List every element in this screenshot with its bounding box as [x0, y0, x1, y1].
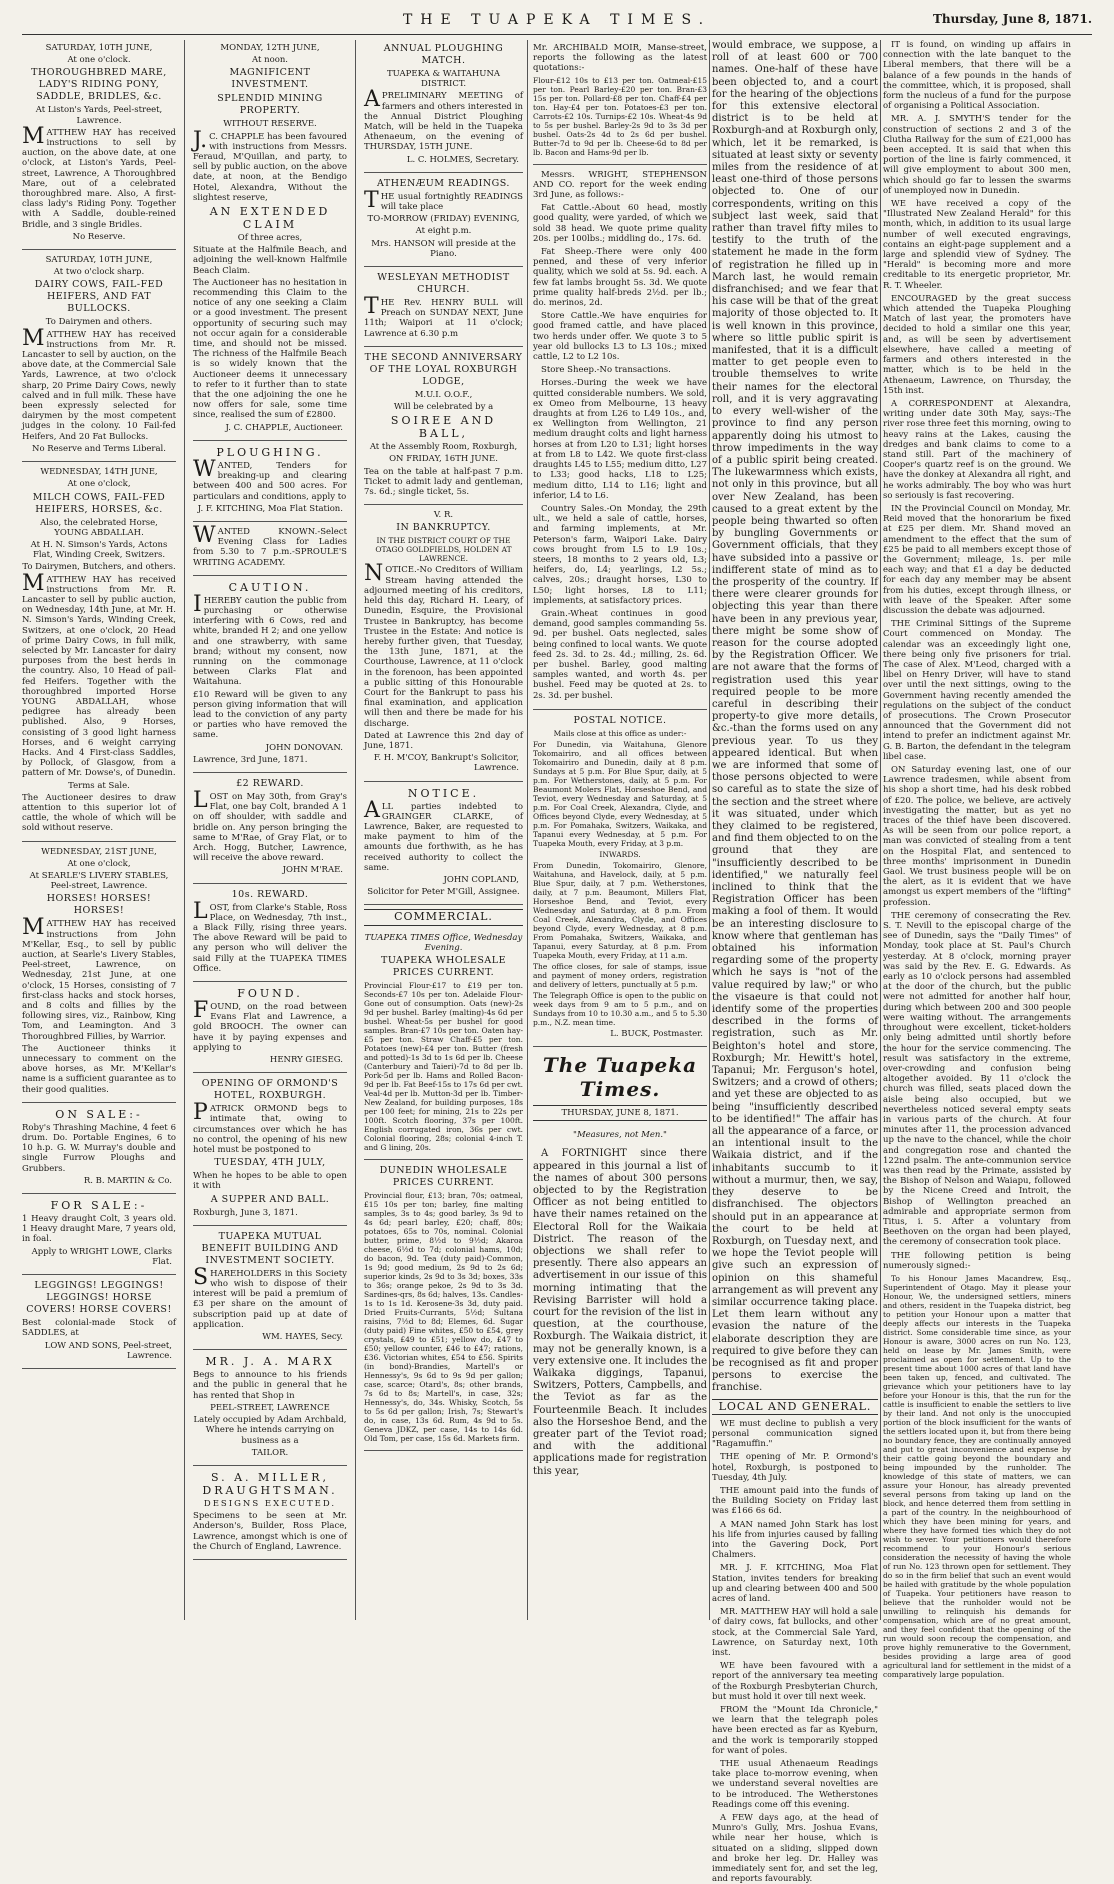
ad-signature: JOHN M'RAE.: [282, 865, 343, 876]
ad-heading: PLOUGHING.: [216, 445, 324, 459]
local-item: IN the Provincial Council on Monday, Mr. Reid moved that the honorarium be fixed at £25 per diem. Mr. Shand moved an amendment to the effect that the sum of £25 be paid to all members except those of the Government; mileage, 1s. per mile each way; and that £1 a day be deducted for each day any member may be absent from his duties, except through illness, or with leave of the Speaker. After some discussion the debate was adjourned.: [883, 503, 1071, 616]
ad-date: Lawrence, 3rd June, 1871.: [193, 754, 308, 765]
ad-court: IN THE DISTRICT COURT OF THE OTAGO GOLDFIELDS, HOLDEN AT LAWRENCE.: [375, 536, 512, 564]
ad-time: At two o'clock sharp.: [53, 267, 145, 278]
local-item: THE ceremony of consecrating the Rev. S. T. Nevill to the episcopal charge of the see of Dunedin, says the "Daily Times" of Monday, took place at St. Paul's Church yesterday. At 8 o'clock, morning prayer was said by the Rev. E. G. Edwards. As early as 10 o'clock persons had assembled at the door of the church, but the public were not admitted for another half hour, during which between 200 and 300 people were waiting without. The arrangements throughout were excellent, ticket-holders only being admitted until shortly before the hour for the service commencing. The result was satisfactory in the extreme, over-crowding and confusion being altogether avoided. By 11 o'clock the church was filled, seats placed down the aisle being also occupied, but we nevertheless noticed several empty seats in various parts of the church. At four minutes after 11, the procession advanced up the nave to the chancel, while the choir and congregation rose and chanted the 122nd psalm. The ante-communion service was then read by the Primate, assisted by the Bishop of Nelson and Waiapu, followed by the Nicene Creed and Introit, the Bishop of Wellington preached an admirable and appropriate sermon from Titus, i. 5. After a voluntary from Beethoven on the organ had been played, the ceremony of consecration took place.: [883, 910, 1071, 1248]
ad-body: SHAREHOLDERS in this Society who wish to dispose of their interest will be paid a premium of £3 per share on the amount of subscription paid up at date of application.: [193, 1264, 347, 1330]
ad-date: MONDAY, 12TH JUNE,: [220, 43, 320, 53]
ad-acres: Of three acres,: [237, 233, 303, 244]
ad-claim: AN EXTENDED CLAIM: [209, 205, 331, 232]
ad-milch-cows: [22, 464, 176, 842]
ad-trade: TAILOR.: [251, 1447, 289, 1458]
ad-date: ON FRIDAY, 16TH JUNE.: [389, 454, 498, 465]
local-item: MR. J. F. KITCHING, Moa Flat Station, invites tenders for breaking up and clearing between 400 and 500 acres of land.: [712, 1563, 878, 1604]
editorial-continued: [712, 40, 878, 1395]
ad-place: At Liston's Yards, Peel-street, Lawrence.: [35, 105, 163, 126]
ad-heading: OPENING OF ORMOND'S HOTEL, ROXBURGH.: [201, 1078, 339, 1102]
local-item: THE amount paid into the funds of the Building Society on Friday last was £166 6s 6d.: [712, 1485, 878, 1517]
prices-heading: DUNEDIN WHOLESALE PRICES CURRENT.: [379, 1164, 508, 1188]
dunedin-prices: [364, 1162, 523, 1451]
ad-mining-property: [193, 40, 347, 441]
ad-heading: ON SALE:-: [55, 1107, 143, 1121]
ad-body: PATRICK ORMOND begs to intimate that, owing to circumstances over which he has no control, the opening of his new hotel must be postponed to: [193, 1100, 347, 1156]
ad-heading: TUAPEKA MUTUAL BENEFIT BUILDING AND INVESTMENT SOCIETY.: [201, 1230, 339, 1266]
ad-event: SOIREE AND BALL,: [390, 414, 497, 441]
ad-signature: R. B. MARTIN & Co.: [83, 1175, 172, 1186]
ad-body: FOUND, on the road between Evans Flat and Lawrence, a gold BROOCH. The owner can have it by paying expenses and applying to: [193, 998, 347, 1053]
ad-footer: No Reserve.: [72, 231, 126, 242]
ad-heading: IN BANKRUPTCY.: [396, 522, 491, 534]
ad-building-society: [193, 1228, 347, 1350]
column-rule: [880, 40, 881, 1620]
ad-place: At SEARLE'S LIVERY STABLES, Peel-street, Lawrence.: [29, 871, 169, 892]
ad-heading: £2 REWARD.: [236, 777, 304, 789]
local-item: THE following petition is being numerously signed:-: [883, 1250, 1071, 1271]
local-item: A MAN named John Stark has lost his life from injuries caused by falling into the Gavering Dock, Port Chalmers.: [712, 1519, 878, 1561]
ad-date: Dated at Lawrence this 2nd day of June, 1871.: [364, 730, 523, 751]
ad-heading: ANNUAL PLOUGHING MATCH.: [383, 43, 504, 66]
ad-thoroughbred-mare: [22, 40, 176, 250]
ad-body-2: When he hopes to be able to open it with: [193, 1171, 347, 1192]
ad-on-sale-machinery: [22, 1105, 176, 1194]
ad-heading: S. A. MILLER, DRAUGHTSMAN.: [202, 1470, 338, 1497]
local-item: THE Criminal Sittings of the Supreme Court commenced on Monday. The calendar was an exceedingly light one, there being only five prisoners for trial. The case of Alex. M'Leod, charged with a libel on Henry Driver, will have to stand over until the next sittings, owing to the Government having recently amended the regulations on the subject of the conduct of prosecutions. The Crown Prosecutor announced that the Government did not intend to prefer an indictment against Mr. G. B. Barton, the defendant in the telegram libel case.: [883, 619, 1071, 762]
ad-body: MATTHEW HAY has received instructions from John M'Kellar, Esq., to sell by public auction, at Searle's Livery Stables, Peel-street, Lawrence, on Wednesday, 21st June, at one o'clock, 15 Horses, consisting of 7 first-class hacks and stock horses, and 8 colts and fillies by the following sires, viz., Rainbow, King Tom, and Leamington. And 3 Thoroughbred Fillies, by Warrior.: [22, 915, 176, 1042]
local-news: [712, 1419, 878, 1884]
local-item: ENCOURAGED by the great success which attended the Tuapeka Ploughing Match of last year, the promoters have decided to hold a similar one this year, and, as will be seen by advertisement elsewhere, have called a meeting of farmers and others interested in the matter, which is to be held in the Athenaeum, Lawrence, on Thursday, the 15th inst.: [883, 293, 1071, 396]
ad-signature: J. F. KITCHING, Moa Flat Station.: [197, 503, 343, 514]
ad-body: THE Rev. HENRY BULL will Preach on SUNDAY NEXT, June 11th; Waipori at 11 o'clock; Lawrence at 6.30 p.m: [364, 294, 523, 339]
tuapeka-prices: [364, 930, 523, 1160]
ad-ploughing-match: [364, 40, 523, 173]
ad-body: NOTICE.-No Creditors of William Stream having attended the adjourned meeting of his creditors, held this day, Richard H. Leary, of Dunedin, Esquire, the Provisional Trustee in Bankruptcy, has become Trustee in the Estate: And notice is hereby further given, that Tuesday, the 13th June, 1871, at the Courthouse, Lawrence, at 11 o'clock in the forenoon, has been appointed a public sitting of this Honourable Court for the Bankrupt to pass his final examination, and application will then and there be made for his discharge.: [364, 561, 523, 729]
ad-signature: J. C. CHAPPLE, Auctioneer.: [225, 422, 343, 433]
ad-2-pound-reward: [193, 775, 347, 884]
ad-notice-grainger: [364, 784, 523, 906]
ad-subheading: Also, the celebrated Horse, YOUNG ABDALLAH.: [40, 517, 158, 538]
report-fat-cattle: Fat Cattle.-About 60 head, mostly good quality, were yarded, of which we sold 38 head. We quote prime quality 20s. per 100lbs.; middling do., 17s. 6d.: [533, 203, 707, 244]
ad-footer: No Reserve and Terms Liberal.: [32, 443, 166, 454]
postal-signature: L. BUCK, Postmaster.: [610, 1028, 703, 1039]
column-rule: [709, 40, 710, 1620]
newspaper-title: THE TUAPEKA TIMES.: [402, 12, 712, 28]
postal-notice: [533, 712, 707, 1047]
ad-signature: JOHN COPLAND,: [443, 874, 519, 885]
ad-body-2: £10 Reward will be given to any person giving information that will lead to the conviction of any party or parties who have removed the same.: [193, 689, 347, 741]
column-6-local-news: [883, 40, 1071, 1679]
section-local-general: LOCAL AND GENERAL.: [712, 1399, 878, 1415]
ad-draughtsman: [193, 1468, 347, 1560]
ad-leggings: [22, 1277, 176, 1369]
ad-signature: LOW AND SONS, Peel-street, Lawrence.: [44, 1340, 172, 1361]
ad-body: Specimens to be seen at Mr. Anderson's, Builder, Ross Place, Lawrence, amongst which is one of the Church of England, Lawrence.: [193, 1511, 347, 1552]
local-item: A CORRESPONDENT at Alexandra, writing under date 30th May, says:-The river rose three feet this morning, owing to heavy rains at the Lakes, causing the dredges and bank claims to come to a stand still. Part of the machinery of Cooper's quartz reef is on the ground. We have the donkey at Alexandra all right, and he works admirably. The boy who was hurt so seriously is fast recovering.: [883, 398, 1071, 501]
ad-body: MATTHEW HAY has received instructions from Mr. R. Lancaster to sell by auction, on the above date, at the Commercial Sale Yards, Lawrence, at two o'clock sharp, 20 Prime Dairy Cows, newly calved and in full milk. These have been expressly selected for dairymen by the most competent judges in the colony. 10 Fail-fed Heifers, And 20 Fat Bullocks.: [22, 325, 176, 442]
ad-heading: MAGNIFICENT INVESTMENT.: [229, 67, 311, 91]
report-fat-sheep: Fat Sheep.-There were only 400 penned, and these of very inferior quality, which we sold at 5s. 9d. each. A few fat lambs brought 5s. 3d. We quote prime quality half-breds 2½d. per lb.; do. merinos, 2d.: [533, 247, 707, 309]
quotations-list: Flour-£12 10s to £13 per ton. Oatmeal-£15 per ton. Pearl Barley-£20 per ton. Bran-£3 15s per ton. Pollard-£8 per ton. Chaff-£4 per ton. Hay-£4 per ton. Potatoes-£3 per ton. Carrots-£2 10s. Turnips-£2 10s. Wheat-4s 9d to 5s per bushel. Barley-2s 9d to 3s 3d per bushel. Oats-2s 4d to 2s 6d per bushel. Butter-7d to 9d per lb. Cheese-6d to 8d per lb. Bacon and Hams-9d per lb.: [533, 75, 707, 157]
ad-heading: FOUND.: [237, 987, 303, 1001]
ad-street: PEEL-STREET, LAWRENCE: [210, 1402, 330, 1413]
ad-signature: JOHN DONOVAN.: [265, 742, 343, 753]
column-3-notices: [364, 40, 523, 1620]
ad-body-2: Lately occupied by Adam Archbald, Where he intends carrying on business as a: [193, 1415, 347, 1446]
editorial-motto: "Measures, not Men.": [573, 1129, 667, 1140]
moir-quotations: [533, 40, 707, 165]
column-2-ads: [193, 40, 347, 1620]
ad-heading: FOR SALE:-: [50, 1199, 148, 1213]
ad-dairy-cows: [22, 252, 176, 462]
ad-body: IHEREBY caution the public from purchasing or otherwise interfering with 6 Cows, red and white, branded H 2; and one yellow and one strawberry, with same brand; without my consent, now running on the commonage between Clarks Flat and Waitahuna.: [193, 591, 347, 688]
ad-subheading: TUAPEKA & WAITAHUNA DISTRICT.: [386, 69, 501, 90]
column-5-editorial-local: [712, 40, 878, 1884]
ad-body: Roby's Thrashing Machine, 4 feet 6 drum. Do. Portable Engines, 6 to 10 h.p. G. W. Murray's double and single Furrow Ploughs and Grubbers.: [22, 1122, 176, 1174]
editorial-paragraph: A FORTNIGHT since there appeared in this journal a list of the names of about 300 persons objected to by the Registration Officer as not being entitled to have their names retained on the Electoral Roll for the Waikaia District. The reason of the objections we shall refer to presently. There also appears an advertisement in our issue of this morning intimating that the Revising Barrister will hold a court for the revision of the list in question, at the courthouse, Roxburgh. The Waikaia district, it may not be generally known, is a very extensive one. It includes the Waikaka diggings, Tapanui, Switzers, Potters, Campbells, and the Teviot as far as the Fourteenmile Beach. It includes also the Horseshoe Bend, and the greater part of the Teviot road; and with the additional applications made for registration this year,: [533, 1148, 707, 1477]
ad-place: At the Assembly Room, Roxburgh,: [369, 442, 518, 453]
ad-lodge-anniversary: [364, 349, 523, 505]
ad-body-2: Situate at the Halfmile Beach, and adjoining the well-known Halfmile Beach Claim.: [193, 245, 347, 276]
ad-heading: ATHENÆUM READINGS.: [377, 177, 510, 189]
ad-body: LOST on May 30th, from Gray's Flat, one bay Colt, branded A 1 on off shoulder, with saddle and bridle on. Any person bringing the same to M'Rae, of Gray Flat, or to Arch. Hogg, Butcher, Lawrence, will receive the above reward.: [193, 787, 347, 864]
report-store-cattle: Store Cattle.-We have enquiries for good framed cattle, and have placed two herds under offer. We quote 3 to 5 year old bullocks L3 to L3 10s.; mixed cattle, L2 to L2 10s.: [533, 311, 707, 363]
ad-heading: MR. J. A. MARX: [205, 1355, 335, 1369]
ad-date: WEDNESDAY, 21ST JUNE,: [41, 846, 157, 857]
local-item: A FEW days ago, at the head of Munro's Gully, Mrs. Joshua Evans, while near her house, which is situated on a sliding, slipped down and broke her leg. Dr. Halley was immediately sent for, and set the leg, and reports favourably.: [712, 1813, 878, 1884]
postal-office-hours: The office closes, for sale of stamps, issue and payment of money orders, registration and delivery of letters, punctually at 5 p.m.: [533, 961, 707, 989]
ad-date: SATURDAY, 10TH JUNE,: [45, 43, 153, 53]
ad-body: LOST, from Clarke's Stable, Ross Place, on Wednesday, 7th inst., a Black Filly, rising three years. The above Reward will be paid to any person who will deliver the said Filly at the TUAPEKA TIMES Office.: [193, 898, 347, 974]
ad-10s-reward: [193, 886, 347, 982]
ad-signature-2: Solicitor for Peter M'Gill, Assignee.: [367, 887, 520, 898]
local-item: IT is found, on winding up affairs in connection with the late banquet to the Liberal members, that there will be a balance of a few pounds in the hands of the committee, which, it is proposed, shall form the nucleus of a fund for the purpose of organising a Political Association.: [883, 40, 1071, 112]
ad-signature: Apply to WRIGHT LOWE, Clarks Flat.: [31, 1246, 172, 1267]
ad-bankruptcy: [364, 507, 523, 781]
paper-nameplate: The Tuapeka Times.: [542, 1052, 698, 1101]
ad-heading: LEGGINGS! LEGGINGS! LEGGINGS! HORSE COVERS! HORSE COVERS!: [26, 1280, 172, 1316]
ad-body: MATTHEW HAY has received instructions from Mr. R. Lancaster to sell by public auction, on Wednesday, 14th June, at Mr. H. N. Simson's Yards, Winding Creek, Switzers, at one o'clock, 20 Head of prime Dairy Cows, in full milk, selected by Mr. Lancaster for dairy purposes from the best herds in the country. Also, 10 Head of pail-fed Heifers. Together with the thoroughbred imported Horse YOUNG ABDALLAH, whose pedigree has already been published. Also, 9 Horses, consisting of 3 good light harness Horses, and 6 weight carrying Hacks. And 4 First-class Saddles, by Pollock, of Glasgow, from a pattern of Mr. Dowse's, of Dunedin.: [22, 570, 176, 779]
prices-heading: TUAPEKA WHOLESALE PRICES CURRENT.: [380, 954, 507, 978]
ad-body: THE usual fortnightly READINGS will take place: [364, 187, 523, 213]
column-rule: [355, 40, 356, 1620]
ad-body: WANTED, Tenders for breaking-up and clearing between 400 and 500 acres. For particulars and conditions, apply to: [193, 456, 347, 502]
petition-text: To his Honour James Macandrew, Esq., Superintendent of Otago. May it please your Honour, We, the undersigned settlers, miners and others, resident in the Tuapeka district, beg to petition your Honour upon a matter that deeply affects our interests in the Tuapeka district. Some considerable time since, as your Honour is aware, 3000 acres on run No. 123, held on lease by Mr. James Smith, were proclaimed as open for settlement. Up to the present time about 1000 acres of that land have been taken up, fenced, and cultivated. The grievance which your petitioners have to lay before your Honour is this, that the run for the cattle is insufficient to enable the settlers to live by their land. And not only is the unoccupied portion of the block insufficient for the wants of the settlers located upon it, but from there being no boundary fence, they are continually annoyed and put to great inconvenience and expense by their cattle going beyond the boundary and being impounded by the runholder. The knowledge of this state of matters, we can assure your Honour, has already prevented several persons from taking up land on the block, and hence deterred them from settling in a part of the country. In the neighbourhood of which they have been mining for years, and where they have formed ties which they do not wish to sever. Your petitioners would therefore recommend to your Honour's serious consideration the necessity of having the whole of run No. 123 thrown open for settlement. They do so in the firm belief that such an event would be hailed with gratitude by the whole population of Tuapeka. Your petitioners have reason to believe that the runholder would not be unwilling to relinquish his demands for compensation, which are of no great amount, and they feel confident that the opening of the run would soon recoup the compensation, and prove highly remunerative to the Government, besides providing a large area of good agricultural land for settlement in the midst of a comparatively large population.: [883, 1273, 1071, 1679]
ad-audience: To Dairymen and others.: [45, 317, 153, 328]
prices-body: Provincial Flour-£17 to £19 per ton. Seconds-£7 10s per ton. Adelaide Flour-Gone out of consumption. Oats (new)-2s 9d per bushel. Barley (malting)-4s 6d per bushel. Wheat-5s per bushel for good samples. Bran-£7 10s per ton. Oaten hay-£5 per ton. Straw Chaff-£5 per ton. Potatoes (new)-£4 per ton. Butter (fresh and potted)-1s 3d to 1s 6d per lb. Cheese (Canterbury and Taieri)-7d to 8d per lb. Pork-5d per lb. Hams and Rolled Bacon-9d per lb. Fat Beef-15s to 17s 6d per cwt. Veal-4d per lb. Mutton-3d per lb. Timber-New Zealand, for building purposes, 18s per 100 feet; for mining, 21s to 22s per 100ft. Scotch flooring, 37s per 100ft. English corrugated iron, 36s per cwt. Colonial flooring, 28s; colonial 4-inch T. and G lining, 20s.: [364, 980, 523, 1152]
ad-event: A SUPPER AND BALL.: [210, 1193, 330, 1205]
local-item: THE usual Athenaeum Readings take place to-morrow evening, when we understand several novelties are to be introduced. The Wetherstones Readings come off this evening.: [712, 1759, 878, 1810]
column-rule: [527, 40, 528, 1620]
ad-heading: DAIRY COWS, FAIL-FED HEIFERS, AND FAT BULLOCKS.: [34, 279, 164, 315]
ad-body: Best colonial-made Stock of SADDLES, at: [22, 1318, 176, 1339]
ad-body: 1 Heavy draught Colt, 3 years old. 1 Heavy draught Mare, 7 years old, in foal.: [22, 1214, 176, 1245]
telegraph-hours: The Telegraph Office is open to the public on week days from 9 am to 5 p.m., and on Sundays from 10 to 10.30 a.m., and 5 to 5.30 p.m., N.Z. mean time.: [533, 990, 707, 1027]
ad-heading: HORSES! HORSES! HORSES!: [46, 893, 152, 917]
local-item: WE have been favoured with a report of the anniversary tea meeting of the Roxburgh Presbyterian Church, but must hold it over till next week.: [712, 1661, 878, 1702]
column-4-markets-editorial: [533, 40, 707, 1620]
ad-body-2: Tea on the table at half-past 7 p.m. Ticket to admit lady and gentleman, 7s. 6d.; single ticket, 5s.: [364, 466, 523, 498]
ad-audience: To Dairymen, Butchers, and others.: [22, 562, 176, 573]
local-item: WE must decline to publish a very personal communication signed "Ragamuffin.": [712, 1418, 878, 1450]
editorial-body: [533, 1148, 707, 1477]
ad-signature: WM. HAYES, Secy.: [262, 1332, 343, 1343]
column-rule: [184, 40, 185, 1620]
ad-place: Roxburgh, June 3, 1871.: [193, 1207, 298, 1218]
ad-signature: F. H. M'COY, Bankrupt's Solicitor, Lawrence.: [373, 753, 519, 774]
postal-intro: Mails close at this office as under:-: [553, 728, 687, 738]
ad-body: J.C. CHAPPLE has been favoured with instructions from Messrs. Feraud, M'Quillan, and party, to sell by public auction, on the above date, at noon, at the Bendigo Hotel, Alexandra, Without the slightest reserve,: [193, 127, 347, 203]
local-item: MR. A. J. SMYTH'S tender for the construction of sections 2 and 3 of the Clutha Railway for the sum of £21,000 has been accepted. It is said that when this portion of the line is fairly commenced, it will give employment to about 300 men, which should go far to lessen the swarms of unemployed now in Dunedin.: [883, 114, 1071, 196]
ad-body: ALL parties indebted to GRAINGER CLARKE, of Lawrence, Baker, are requested to make payment to him of the amounts due forthwith, as he has received authority to collect the same.: [364, 797, 523, 873]
report-grain: Grain.-Wheat continues in good demand, good samples commanding 5s. 9d. per bushel. Oats neglected, sales being confined to local wants. We quote feed 2s. 3d. to 2s. 4d.; milling, 2s. 6d. per bushel. Barley, good malting samples wanted, and worth 4s. per bushel. Feed may be quoted at 2s. to 2s. 3d. per bushel.: [533, 608, 707, 701]
ad-body-2: Mrs. HANSON will preside at the Piano.: [371, 238, 516, 259]
postal-inwards: From Dunedin, Tokomairiro, Glenore, Waitahuna, and Havelock, daily, at 5 p.m. Blue Spur, daily, at 7 p.m. Wetherstones, daily, at 7 p.m. Beaumont, Millers Flat, Horseshoe Bend, and Teviot, every Wednesday and Saturday, at 8 p.m. From Coal Creek, Alexandra, Clyde, and Offices beyond Clyde, every Wednesday, at 8 p.m. From Pomahaka, Switzers, Waikaka, and Tapanui, every Saturday, at 8 p.m. From Tuapeka Mouth, every Friday, at 11 a.m.: [533, 860, 707, 960]
wright-stephenson-report: [533, 167, 707, 710]
ad-body: Begs to announce to his friends and the public in general that he has rented that Shop in: [193, 1370, 347, 1401]
postal-outwards: For Dunedin, via Waitahuna, Glenore Tokomairiro, and all offices between Tokomairiro and Dunedin, daily at 8 p.m. Sundays at 5 p.m. For Blue Spur, daily, at 5 p.m. For Wetherstones, daily, at 5 p.m. For Beaumont Molers Flat, Horseshoe Bend, and Teviot, every Wednesday and Saturday, at 5 p.m. For Coal Creek, Alexandra, Clyde, and Offices beyond Clyde, every Wednesday, at 5 p.m. For Pomahaka, Switzers, Waikaka, and Tapanui every Wednesday, at 5 p.m. For Tuapeka Mouth, every Friday, at 3 p.m.: [533, 739, 707, 848]
masthead: [22, 8, 1092, 35]
ad-heading: THOROUGHBRED MARE, LADY'S RIDING PONY, SADDLE, BRIDLES, &c.: [31, 67, 167, 103]
ad-body: WANTED KNOWN.-Select Evening Class for Ladies from 5.30 to 7 p.m.-SPROULE'S WRITING ACADEMY.: [193, 522, 347, 568]
ad-ormonds-hotel: [193, 1075, 347, 1226]
ad-order: M.U.I. O.O.F.,: [414, 389, 473, 400]
ad-when: TO-MORROW (FRIDAY) EVENING,: [367, 214, 520, 225]
ad-vr: V. R.: [433, 510, 454, 521]
ad-heading: 10s. REWARD.: [231, 888, 309, 900]
ad-heading-2: SPLENDID MINING PROPERTY.: [217, 93, 323, 117]
ad-date: WEDNESDAY, 14TH JUNE,: [40, 467, 158, 478]
ad-horses: [22, 844, 176, 1103]
local-item: ON Saturday evening last, one of our Lawrence tradesmen, while absent from his shop a short time, had his desk robbed of £20. The police, we believe, are actively investigating the matter, but as yet no traces of the thief have been discovered. As will be seen from our police report, a man was convicted of stealing from a tent on the Hospital Flat, and sentenced to three months' imprisonment in Dunedin Gaol. We trust business people will be on the alert, as it is evident that we have amongst us expert members of the "lifting" profession.: [883, 765, 1071, 908]
ad-heading: NOTICE.: [407, 786, 480, 800]
prices-body: Provincial flour, £13; bran, 70s; oatmeal, £15 10s per ton; barley, fine malting samples, 3s to 4s; good barley, 3s 9d to 4s 6d; pearl barley, £20; chaff, 80s; potatoes, 65s to 70s, nominal. Colonial butter, prime, 8½d to 9½d; Akaroa cheese, 6½d to 7d; colonial hams, 10d; do bacon, 9d. Tea (duty paid)-Common, 1s 9d; good medium, 2s 9d to 2s 6d; superior kinds, 2s 9d to 3s 3d; boxes, 33s to 36s; orange pekoe, 2s 9d to 3s 3d. Sardines-qrs, 8s 6d; halves, 13s. Candles-1s to 1s 1d. Kerosene-3s 3d, duty paid. Dried Fruits-Currants, 5½d; Sultana raisins, 7½d to 8d; Elemes, 6d. Sugar (duty paid) Fine whites, £50 to £54, grey crystals, £49 to £51; yellow do, £47 to £50; yellow counter, £46 to £47; rations, £36. Victorian whites, £54 to £56. Spirits (in bond)-Brandies, Martell's or Hennessy's, 9s 6d to 9s 9d per gallon; case, scarce; Otard's, 8s; other brands, 7s 6d to 8s; Martell's, in case, 32s; Hennessy's, do, 34s. Whisky, Scotch, 5s to 5s 6d per gallon; Irish, 7s; Stewart's do, in case, 13s 6d. Rum, 4s 9d to 5s. Geneva JDKZ, per case, 14s to 14s 6d. Old Tom, per case, 15s 6d. Markets firm.: [364, 1190, 523, 1443]
ad-subheading: DESIGNS EXECUTED.: [203, 1498, 337, 1509]
ad-signature: HENRY GIESEG.: [269, 1055, 343, 1066]
local-item: WE have received a copy of the "Illustrated New Zealand Herald" for this month, which, in addition to its usual large number of well executed engravings, contains an eight-page supplement and a large and splendid view of Sydney. The "Herald" is becoming more and more creditable to its energetic proprietor, Mr. R. T. Wheeler.: [883, 199, 1071, 291]
report-store-sheep: Store Sheep.-No transactions.: [541, 365, 671, 376]
ad-body: APRELIMINARY MEETING of farmers and others interested in the Annual District Ploughing Match, will be held in the Tuapeka Athenaeum, on the evening of THURSDAY, 15TH JUNE.: [364, 87, 523, 153]
editorial-date: THURSDAY, JUNE 8, 1871.: [533, 1105, 707, 1121]
postal-heading: POSTAL NOTICE.: [573, 714, 667, 726]
editorial-paragraph: would embrace, we suppose, a roll of at least 600 or 700 names. One-half of these have been objected to, and a court for the hearing of the objections for this extensive electoral district is to be held at Roxburgh-and at Roxburgh only, which, let it be remarked, is situated at least sixty or seventy miles from the residence of at least one-third of those persons objected to. One of our correspondents, writing on this subject last week, said that rather than travel fifty miles to testify to the truth of the statement he made in the form of registration he filled up in March last, he would remain disfranchised; and we fear that his case will be that of the great majority of those objected to. It is well known in this province, where so little public spirit is manifested, that it is a difficult matter to get people even to trouble themselves to write their names for the electoral roll, and it is very aggravating to every well-wisher of the province to find any person apparently doing his utmost to throw impediments in the way of a public spirit being created. The lukewarmness which exists, not only in this province, but all over New Zealand, has been caused to a great extent by the people being thwarted so often by bungling Governments or Government officials, that they have subsided into a passive or indifferent state of mind as to the prosperity of the country. If there were clearer grounds for objecting this year than there have been in any previous year, there might be some show of reason for the course adopted by the Registration Officer. We are not aware that the forms of registration used this year required people to be more careful in describing their property-to give more details, &c.-than the forms used on any previous year. To us they appeared identical. But when we are informed that some of those persons objected to were so careful as to state the size of the section and the street where it was situated, under which they claimed to be registered, and find them objected to on the ground that they are "insufficiently described to be identified," we naturally feel inclined to think that the Registration Officer has been making a fool of them. It would be an interesting disclosure to know where that gentleman has obtained his information regarding some of the property which he says is "not of the value required by law;" or who the visaeure is that could not identify some of the properties described in the forms of registration, such as Mr. Beighton's hotel and store, Roxburgh; Mr. Hewitt's hotel, Tapanui; Mr. Ferguson's hotel, Switzers; and a crowd of others; and yet these are objected to as being "insufficiently described to be identified!" The affair has all the appearance of a farce, or an intentional insult to the Waikaia district, and if the inhabitants succumb to it without a murmur, then, we say, they deserve to be disfranchised. The objectors should put in an appearance at the court to be held at Roxburgh, on Tuesday next, and we hope the Teviot people will give such an expression of opinion on this shameful arrangement as will prevent any similar occurrence taking place. Let them learn without any evasion the nature of the elaborate description they are required to give before they can be recognised as fit and proper persons to exercise the franchise.: [712, 40, 878, 1394]
office-line: TUAPEKA TIMES Office, Wednesday Evening.: [364, 932, 523, 953]
ad-heading: WESLEYAN METHODIST CHURCH.: [377, 272, 510, 296]
section-commercial: COMMERCIAL.: [364, 909, 523, 925]
local-item: FROM the "Mount Ida Chronicle," we learn that the telegraph poles have been erected as far as Kyeburn, and the work is temporarily stopped for want of poles.: [712, 1705, 878, 1756]
quotations-intro: Mr. ARCHIBALD MOIR, Manse-street, reports the following as the latest quotations:-: [533, 43, 707, 74]
report-country-sales: Country Sales.-On Monday, the 29th ult., we held a sale of cattle, horses, and farming implements, at Mr. Peterson's farm, Waipori Lake. Dairy cows brought from L5 to L9 10s.; steers, 18 months to 2 years old, L3; heifers, do, L4; yearlings, L2 5s.; calves, 20s.; draught horses, L30 to L50; light horses, L8 to L11; implements, at satisfactory prices.: [533, 503, 707, 606]
ad-body: MATTHEW HAY has received instructions to sell by auction, on the above date, at one o'clock, at Liston's Yards, Peel-street, Lawrence, A Thoroughbred Mare, out of a celebrated thoroughbred mare. Also, A first-class lady's Riding Pony. Together with A Saddle, double-reined Bridle, and 3 single Bridles.: [22, 123, 176, 230]
ad-reserve: WITHOUT RESERVE.: [223, 119, 317, 130]
ad-time: At noon.: [252, 55, 288, 66]
ad-time: At one o'clock.: [67, 55, 131, 66]
ad-time: At eight p.m.: [415, 226, 472, 237]
ad-place: At H. N. Simson's Yards, Actons Flat, Winding Creek, Switzers.: [30, 539, 168, 561]
ad-heading: MILCH COWS, FAIL-FED HEIFERS, HORSES, &c.: [32, 491, 166, 515]
ad-terms: Terms at Sale.: [68, 780, 130, 791]
ad-caution: [193, 578, 347, 773]
ad-signature: L. C. HOLMES, Secretary.: [406, 154, 519, 165]
local-item: MR. MATTHEW HAY will hold a sale of dairy cows, fat bullocks, and other stock, at the Commercial Sale Yard, Lawrence, on Saturday next, 10th inst.: [712, 1607, 878, 1659]
issue-date: Thursday, June 8, 1871.: [932, 12, 1092, 26]
ad-heading: CAUTION.: [228, 580, 312, 594]
ad-body: Will be celebrated by a: [393, 402, 494, 413]
ad-body-3: The Auctioneer has no hesitation in recommending this Claim to the notice of any one seeking a Claim or a good investment. The present opportunity of securing such may not occur again for a considerable time, and should not be missed. The richness of the Halfmile Beach is so widely known that the Auctioneer deems it unnecessary to refer to it further than to state that the one adjoining the one he now offers for sale, some time since, realised the sum of £2800.: [193, 277, 347, 421]
report-horses: Horses.-During the week we have quitted considerable numbers. We sold, ex Omeo from Melbourne, 13 heavy draughts at from L26 to L49 10s., and, ex Wellington from Wellington, 21 medium draught colts and light harness horses at from L20 to L31; light horses at from L8 to L42. We quote first-class draughts L45 to L55; medium ditto, L27 to L33; good hacks, L18 to L25; medium ditto, L14 to L16; light and inferior, L4 to L6.: [533, 378, 707, 501]
editorial-header: [533, 1053, 707, 1140]
ad-marx-tailor: [193, 1352, 347, 1466]
ad-wesleyan-church: [364, 269, 523, 347]
ad-footer: The Auctioneer desires to draw attention to this superior lot of cattle, the whole of which will be sold without reserve.: [22, 792, 176, 834]
ad-found-brooch: [193, 984, 347, 1073]
ad-date: TUESDAY, 4TH JULY,: [214, 1157, 326, 1169]
ad-footer: The Auctioneer thinks it unnecessary to comment on the above horses, as Mr. M'Kellar's name is a sufficient guarantee as to their good qualities.: [22, 1043, 177, 1095]
ad-heading: THE SECOND ANNIVERSARY OF THE LOYAL ROXBURGH LODGE,: [364, 351, 523, 387]
local-item: THE opening of Mr. P. Ormond's hotel, Roxburgh, is postponed to Tuesday, 4th July.: [712, 1452, 878, 1483]
ad-ploughing: [193, 443, 347, 522]
ad-time: At one o'clock,: [67, 479, 131, 490]
ad-for-sale-colt: [22, 1196, 176, 1275]
ad-time: At one o'clock,: [67, 858, 131, 869]
ad-athenaeum-readings: [364, 175, 523, 267]
column-1-auction-ads: [22, 40, 176, 1620]
ad-writing-academy: [193, 524, 347, 576]
ad-date: SATURDAY, 10TH JUNE,: [45, 255, 153, 266]
postal-inwards-heading: INWARDS.: [599, 849, 641, 859]
report-intro: Messrs. WRIGHT, STEPHENSON AND CO. report for the week ending 3rd June, as follows:-: [533, 169, 707, 201]
